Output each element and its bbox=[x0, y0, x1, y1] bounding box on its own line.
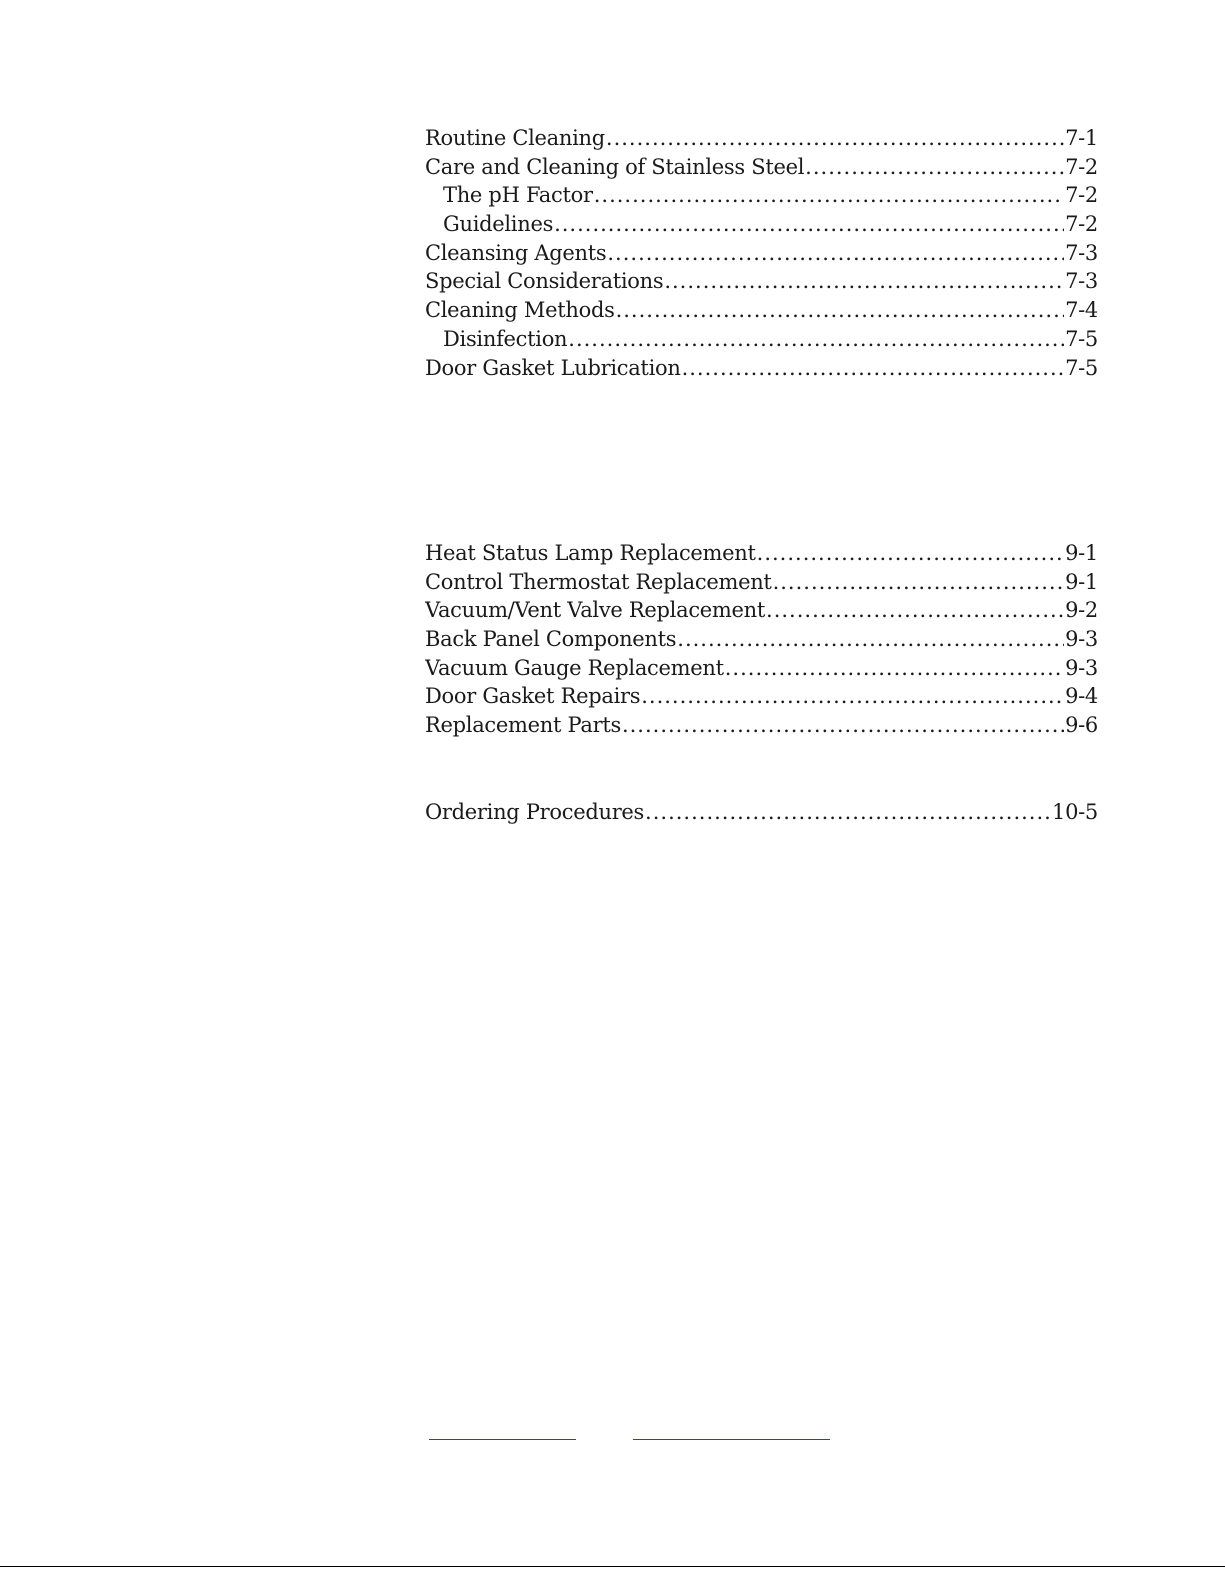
toc-entry-page: 9-6 bbox=[1065, 713, 1098, 738]
dot-leader bbox=[805, 153, 1064, 182]
toc-entry-label: Cleansing Agents bbox=[425, 240, 607, 265]
dot-leader bbox=[757, 539, 1064, 568]
dot-leader bbox=[664, 267, 1064, 296]
toc-entry-vacuum-gauge[interactable] bbox=[425, 654, 1098, 683]
dot-leader bbox=[725, 654, 1064, 683]
toc-entry-label: Control Thermostat Replacement bbox=[425, 569, 772, 594]
toc-entry-page: 7-2 bbox=[1065, 212, 1098, 237]
page-bottom-rule bbox=[0, 1566, 1225, 1567]
dot-leader bbox=[645, 798, 1051, 827]
dot-leader bbox=[554, 210, 1064, 239]
footer-link-left[interactable] bbox=[429, 1439, 576, 1440]
toc-entry-page: 7-2 bbox=[1065, 183, 1098, 208]
toc-entry-label: Routine Cleaning bbox=[425, 126, 605, 150]
toc-entry-guidelines[interactable] bbox=[425, 210, 1098, 239]
toc-entry-page: 7-3 bbox=[1065, 269, 1098, 294]
toc-entry-door-gasket-lubrication[interactable] bbox=[425, 354, 1098, 383]
toc-entry-disinfection[interactable] bbox=[425, 325, 1098, 354]
toc-entry-label: Care and Cleaning of Stainless Steel bbox=[425, 154, 805, 179]
toc-entry-label: Cleaning Methods bbox=[425, 298, 615, 323]
toc-entry-page: 7-4 bbox=[1065, 298, 1098, 323]
toc-entry-page: 9-3 bbox=[1065, 627, 1098, 652]
toc-entry-ph-factor[interactable] bbox=[425, 181, 1098, 210]
toc-entry-page: 9-4 bbox=[1065, 684, 1098, 709]
dot-leader bbox=[622, 711, 1064, 740]
toc-entry-door-gasket-repairs[interactable] bbox=[425, 682, 1098, 711]
dot-leader bbox=[677, 625, 1064, 654]
toc-entry-page: 7-1 bbox=[1065, 126, 1098, 150]
toc-entry-cleaning-methods[interactable] bbox=[425, 296, 1098, 325]
toc-entry-label: Vacuum Gauge Replacement bbox=[425, 655, 724, 680]
toc-entry-label: Ordering Procedures bbox=[425, 800, 645, 824]
toc-entry-label: Replacement Parts bbox=[425, 713, 621, 738]
dot-leader bbox=[641, 682, 1064, 711]
toc-section-chapter-9 bbox=[425, 539, 1098, 740]
toc-entry-label: Door Gasket Repairs bbox=[425, 684, 641, 709]
toc-section-chapter-10 bbox=[425, 798, 1098, 827]
dot-leader bbox=[766, 596, 1064, 625]
toc-entry-label: Vacuum/Vent Valve Replacement bbox=[425, 598, 766, 623]
toc-entry-page: 9-2 bbox=[1065, 598, 1098, 623]
toc-entry-label: Guidelines bbox=[443, 212, 554, 237]
toc-entry-label: Special Considerations bbox=[425, 269, 664, 294]
toc-entry-replacement-parts[interactable] bbox=[425, 711, 1098, 740]
dot-leader bbox=[607, 239, 1064, 268]
dot-leader bbox=[616, 296, 1065, 325]
toc-entry-cleansing-agents[interactable] bbox=[425, 239, 1098, 268]
toc-entry-ordering-procedures[interactable] bbox=[425, 798, 1098, 827]
toc-entry-page: 7-5 bbox=[1065, 326, 1098, 351]
toc-entry-label: Back Panel Components bbox=[425, 627, 677, 652]
toc-entry-special-considerations[interactable] bbox=[425, 267, 1098, 296]
toc-entry-page: 7-5 bbox=[1065, 355, 1098, 380]
toc-entry-label: Door Gasket Lubrication bbox=[425, 355, 681, 380]
toc-entry-page: 7-2 bbox=[1065, 154, 1098, 179]
toc-entry-label: Heat Status Lamp Replacement bbox=[425, 541, 756, 565]
toc-entry-page: 9-3 bbox=[1065, 655, 1098, 680]
toc-section-chapter-7 bbox=[425, 124, 1098, 382]
toc-entry-back-panel[interactable] bbox=[425, 625, 1098, 654]
toc-entry-control-thermostat[interactable] bbox=[425, 568, 1098, 597]
toc-entry-stainless-steel[interactable] bbox=[425, 153, 1098, 182]
toc-entry-page: 9-1 bbox=[1065, 569, 1098, 594]
dot-leader bbox=[773, 568, 1065, 597]
toc-entry-label: The pH Factor bbox=[443, 183, 593, 208]
dot-leader bbox=[606, 124, 1064, 153]
toc-entry-page: 10-5 bbox=[1052, 800, 1098, 824]
footer-link-right[interactable] bbox=[633, 1439, 830, 1440]
toc-entry-label: Disinfection bbox=[443, 326, 568, 351]
toc-entry-page: 7-3 bbox=[1065, 240, 1098, 265]
dot-leader bbox=[568, 325, 1064, 354]
toc-entry-routine-cleaning[interactable] bbox=[425, 124, 1098, 153]
dot-leader bbox=[682, 354, 1065, 383]
toc-entry-heat-status-lamp[interactable] bbox=[425, 539, 1098, 568]
dot-leader bbox=[594, 181, 1064, 210]
toc-entry-vacuum-vent-valve[interactable] bbox=[425, 596, 1098, 625]
toc-entry-page: 9-1 bbox=[1065, 541, 1098, 565]
